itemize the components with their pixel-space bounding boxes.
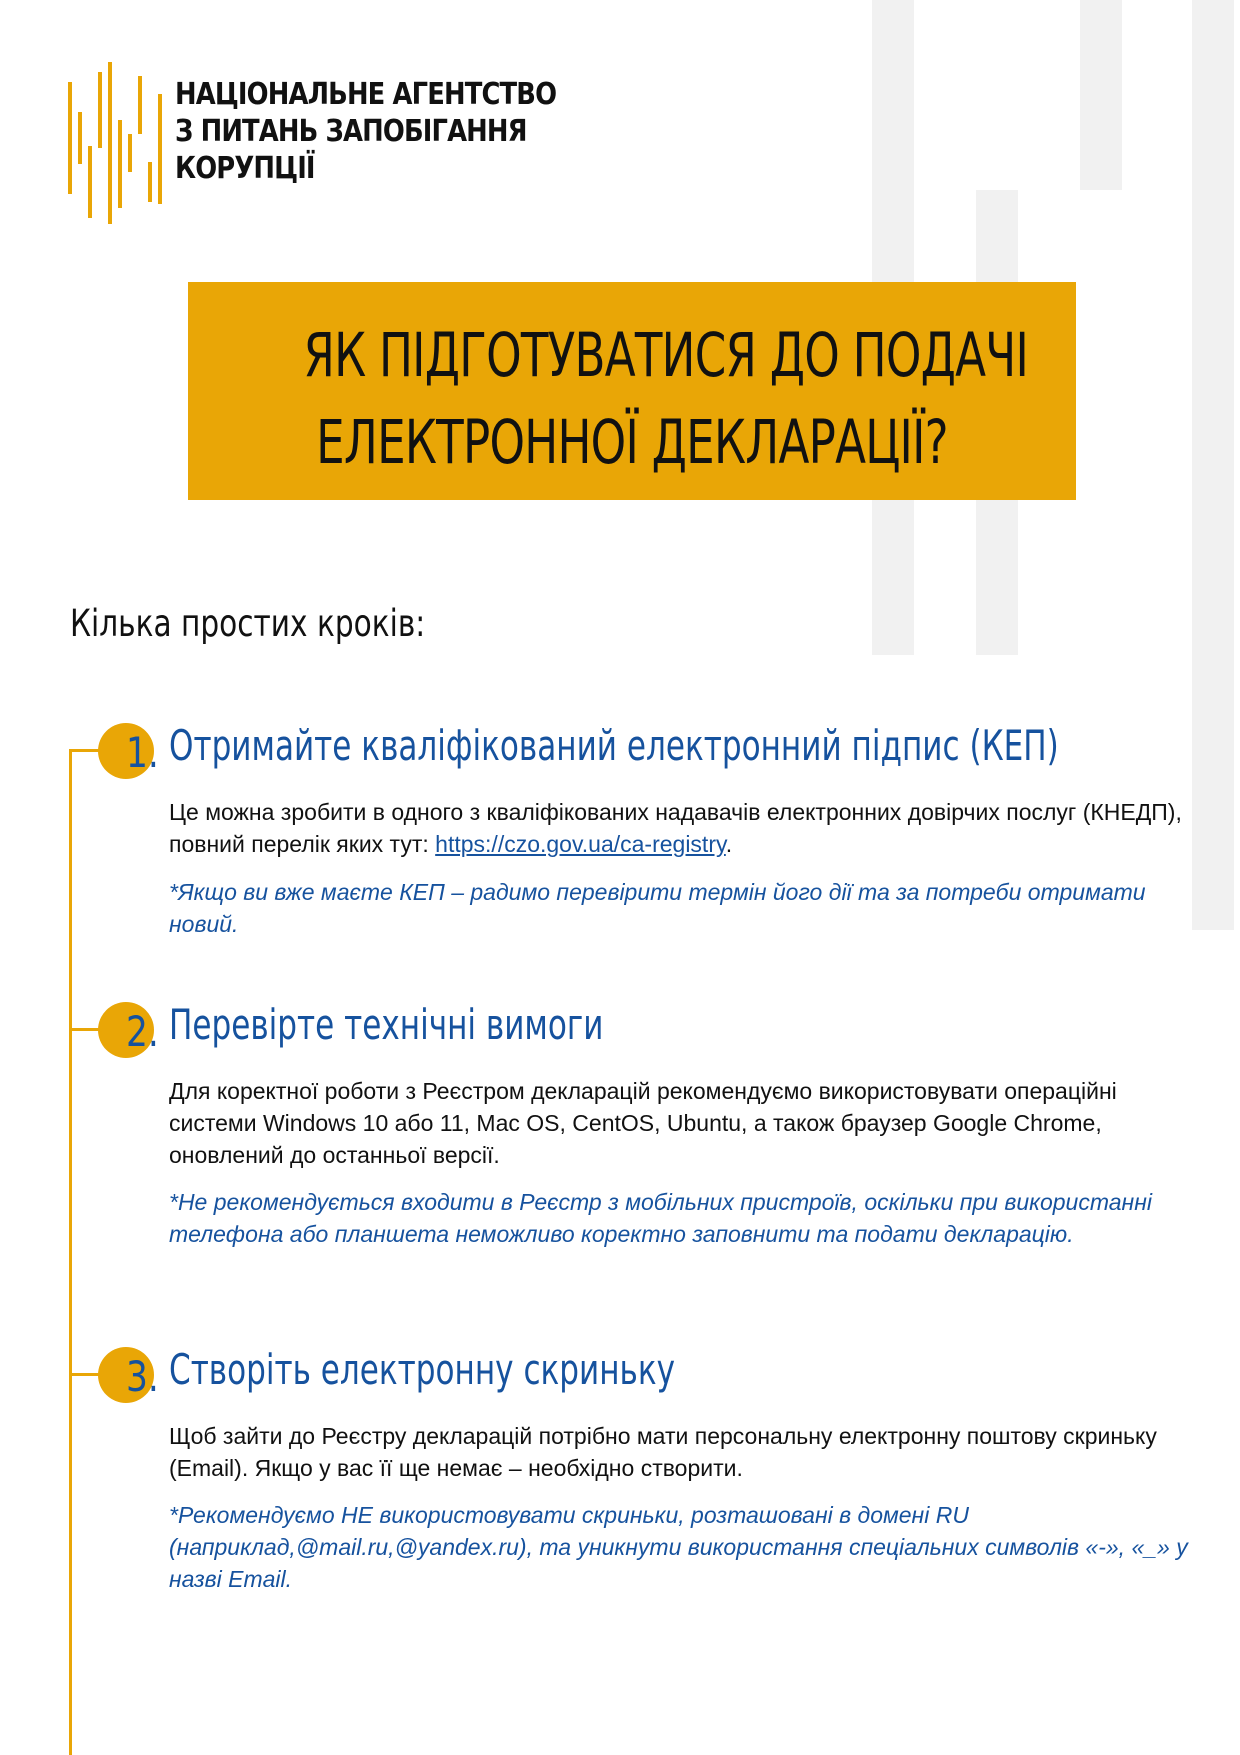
step-title: Створіть електронну скриньку [169,1345,676,1394]
step-title: Отримайте кваліфікований електронний підпис (КЕП) [169,721,1059,770]
page-title [188,312,1076,486]
page-title-line: ЯК ПІДГОТУВАТИСЯ ДО ПОДАЧІ [303,320,1029,391]
step-number: 3. [126,1352,159,1401]
step-title: Перевірте технічні вимоги [169,1000,604,1049]
step-note: *Не рекомендується входити в Реєстр з мобільних пристроїв, оскільки при використанні телефона або планшета неможливо коректно заповнити та подати декларацію. [169,1189,1152,1247]
step-note: *Якщо ви вже маєте КЕП – радимо перевірити термін його дії та за потреби отримати новий. [169,879,1146,937]
organization-name-line: КОРУПЦІЇ [175,151,315,186]
organization-name-line: З ПИТАНЬ ЗАПОБІГАННЯ [175,114,527,149]
timeline-line [69,749,72,1755]
background-bar [1192,0,1234,930]
step-note: *Рекомендуємо НЕ використовувати скриньки, розташовані в домені RU (наприклад,@mail.ru,@yandex.ru), та уникнути використання спеціальних символів «-», «_» у назві Email. [169,1502,1188,1592]
step-body: Щоб зайти до Реєстру декларацій потрібно мати персональну електронну поштову скриньку (Email). Якщо у вас її ще немає – необхідно створити. [169,1423,1157,1481]
step-number: 2. [126,1007,159,1056]
title-banner [188,282,1076,500]
step-body: Для коректної роботи з Реєстром декларацій рекомендуємо використовувати операційні системи Windows 10 або 11, Mac OS, CentOS, Ubuntu, а також браузер Google Chrome, оновлений до останньої версії. [169,1078,1117,1168]
step-body [169,796,1189,860]
step-body-text: Це можна зробити в одного з кваліфікованих надавачів електронних довірчих послуг (КНЕДП), повний перелік яких тут: [169,799,1182,857]
nazk-logo-icon [60,62,170,224]
registry-link[interactable]: https://czo.gov.ua/ca-registry [435,831,726,857]
step-body-end: . [725,831,733,857]
organization-name [175,76,557,187]
organization-name-line: НАЦІОНАЛЬНЕ АГЕНТСТВО [175,77,557,112]
section-subtitle: Кілька простих кроків: [70,602,426,645]
step-number: 1. [126,728,159,777]
page-title-line: ЕЛЕКТРОННОЇ ДЕКЛАРАЦІЇ? [316,407,948,478]
background-bar [1080,0,1122,190]
